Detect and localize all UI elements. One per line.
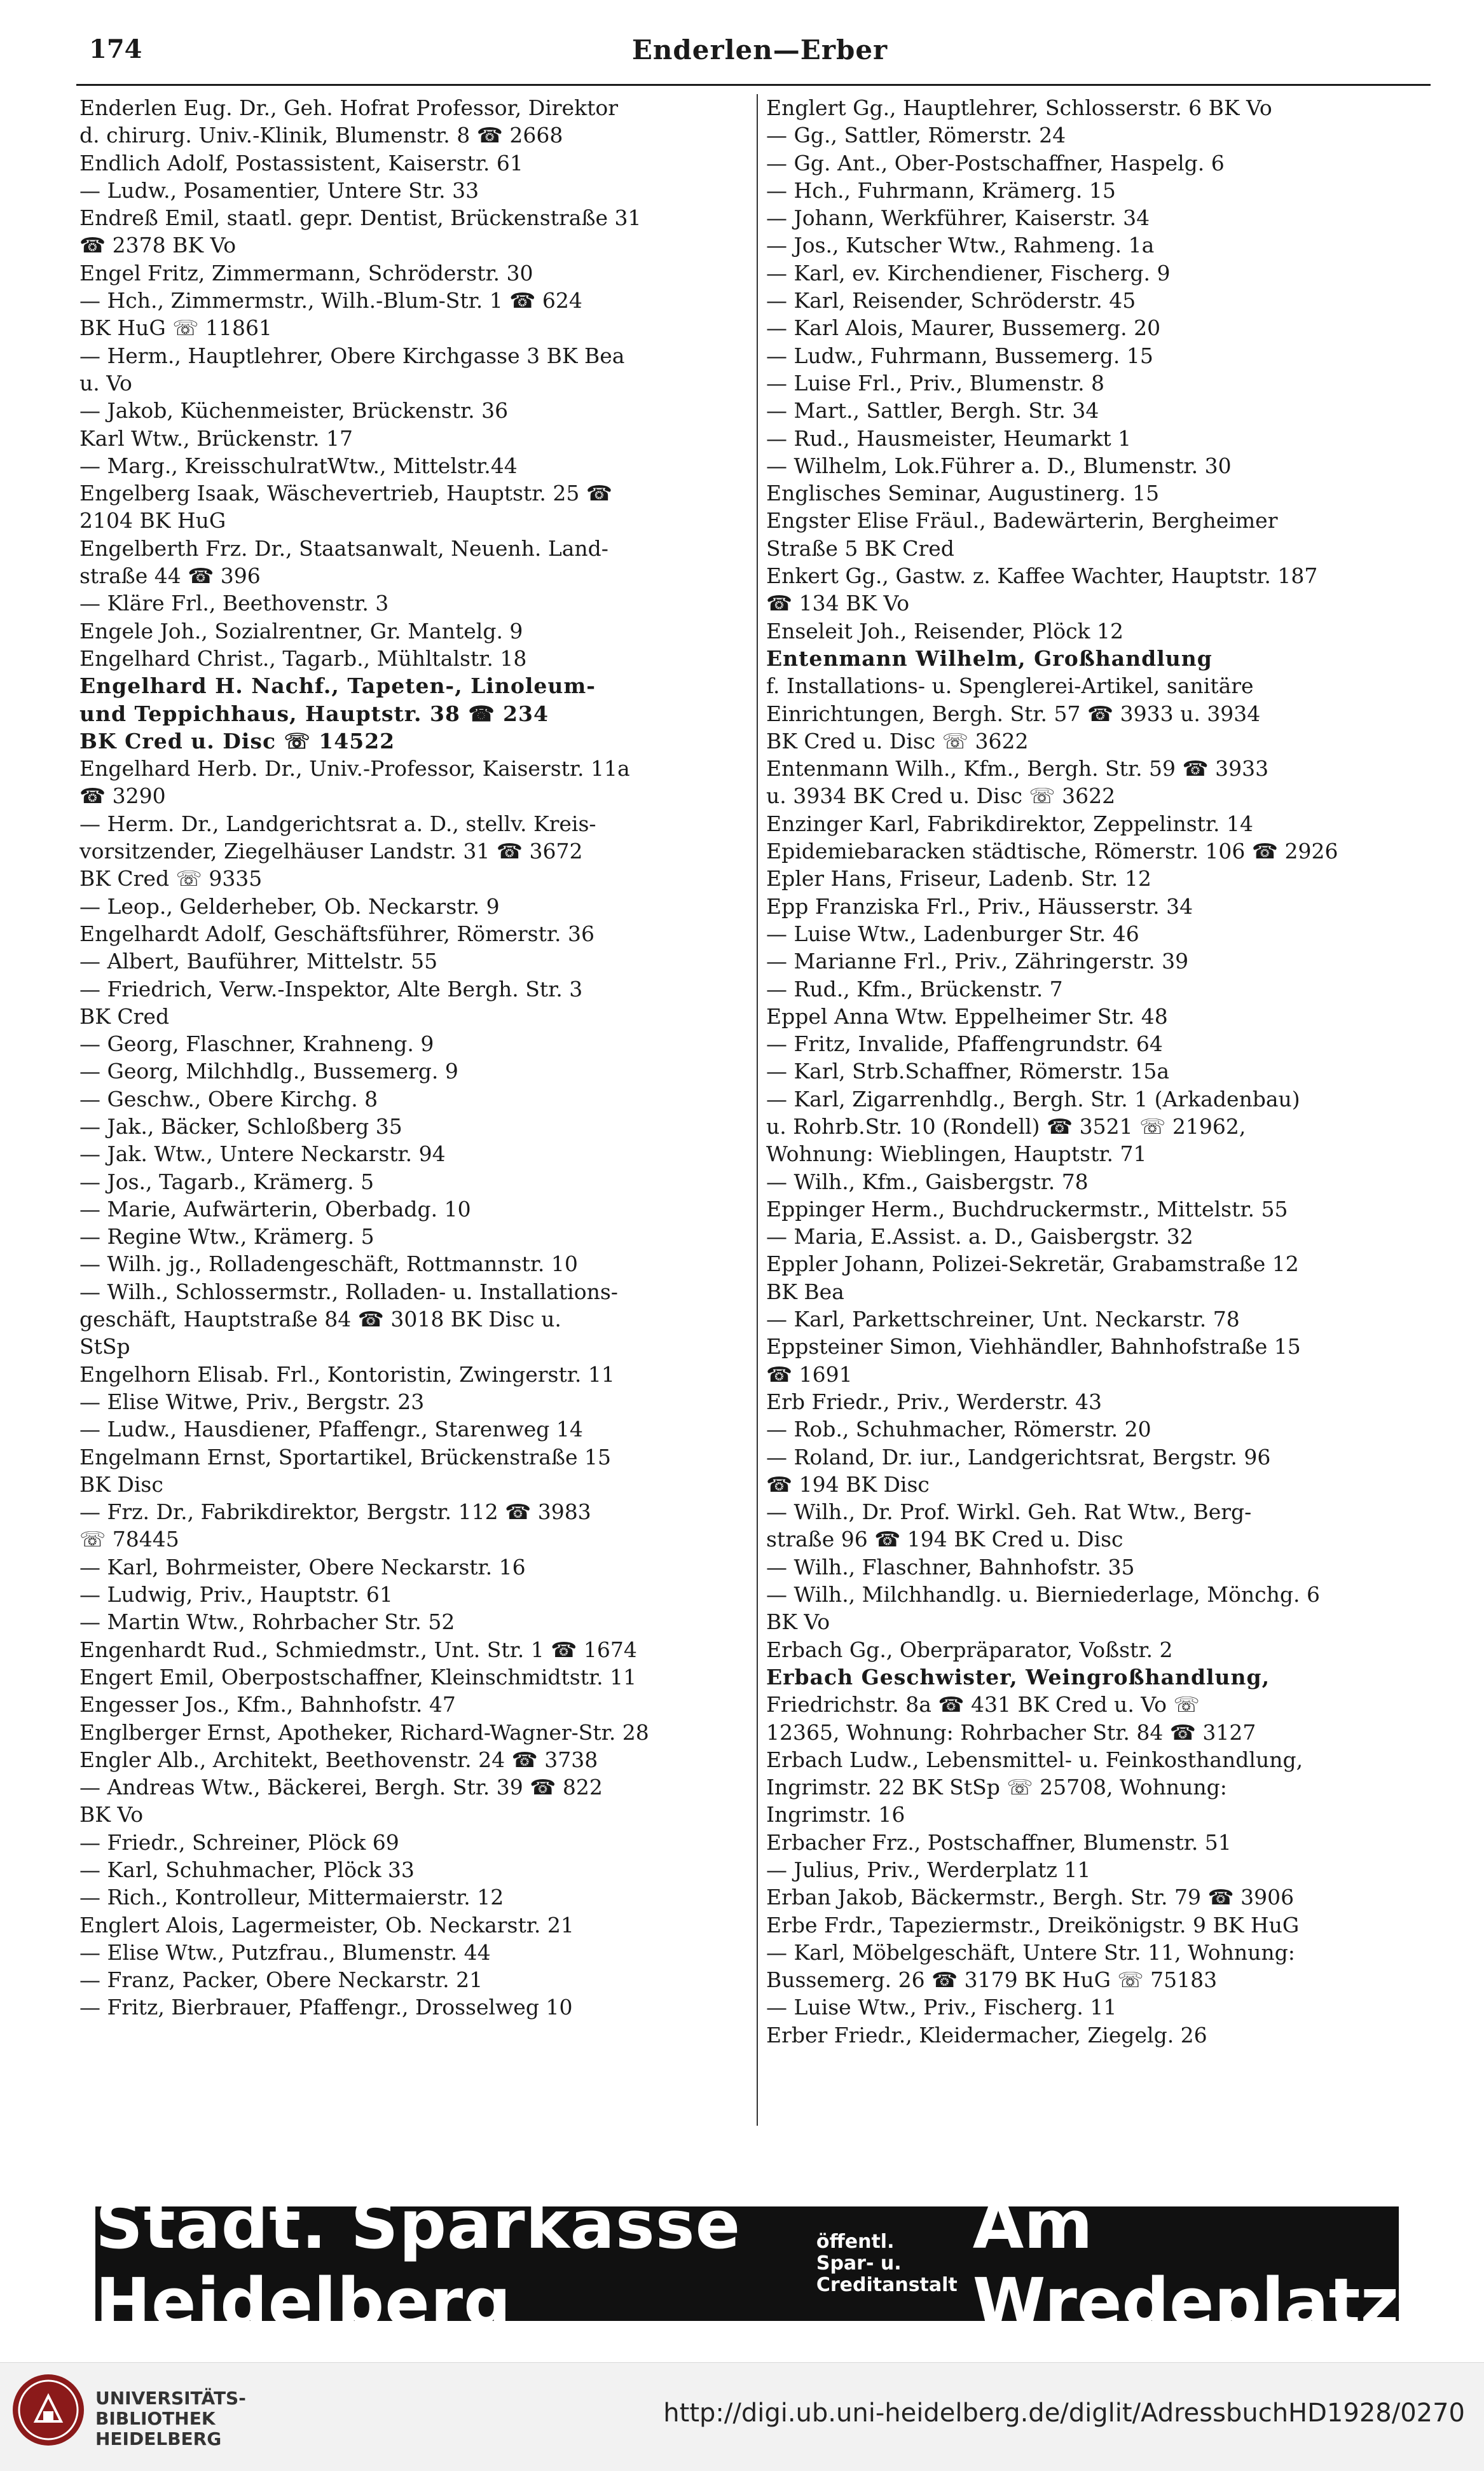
library-name-line2: BIBLIOTHEK bbox=[95, 2408, 216, 2429]
directory-entry: — Ludw., Hausdiener, Pfaffengr., Starenweg 14 bbox=[79, 1417, 583, 1442]
directory-entry: BK HuG ☏ 11861 bbox=[79, 315, 273, 341]
directory-entry: Eppler Johann, Polizei-Sekretär, Grabamstraße 12 bbox=[766, 1251, 1299, 1277]
directory-entry: Erbe Frdr., Tapeziermstr., Dreikönigstr. 9 BK HuG bbox=[766, 1912, 1300, 1938]
directory-entry: — Ludwig, Priv., Hauptstr. 61 bbox=[79, 1582, 393, 1607]
directory-entry: — Karl, Möbelgeschäft, Untere Str. 11, Wohnung: bbox=[766, 1939, 1295, 1965]
directory-entry: — Wilhelm, Lok.Führer a. D., Blumenstr. 30 bbox=[766, 453, 1232, 478]
directory-entry: Englisches Seminar, Augustinerg. 15 bbox=[766, 481, 1160, 506]
directory-entry: Eppel Anna Wtw. Eppelheimer Str. 48 bbox=[766, 1003, 1168, 1029]
banner-name: Städt. Sparkasse Heidelberg bbox=[95, 2186, 741, 2341]
directory-entry: Endlich Adolf, Postassistent, Kaiserstr. 61 bbox=[79, 150, 523, 176]
library-name-line1: UNIVERSITÄTS- bbox=[95, 2388, 246, 2409]
directory-entry: — Andreas Wtw., Bäckerei, Bergh. Str. 39 ☎ 822 bbox=[79, 1775, 603, 1800]
directory-entry: — Wilh. jg., Rolladengeschäft, Rottmannstr. 10 bbox=[79, 1251, 578, 1277]
directory-entry: Engelhardt Adolf, Geschäftsführer, Römerstr. 36 bbox=[79, 921, 594, 946]
directory-entry: — Geschw., Obere Kirchg. 8 bbox=[79, 1086, 378, 1112]
directory-entry: Erban Jakob, Bäckermstr., Bergh. Str. 79 ☎ 3906 bbox=[766, 1885, 1295, 1910]
directory-entry: — Mart., Sattler, Bergh. Str. 34 bbox=[766, 398, 1099, 423]
directory-entry: — Friedrich, Verw.-Inspektor, Alte Bergh. Str. 3 bbox=[79, 976, 583, 1001]
directory-entry: BK Cred u. Disc ☏ 14522 bbox=[79, 728, 395, 754]
directory-entry: BK Vo bbox=[766, 1609, 830, 1635]
banner-sub-line2: Creditanstalt bbox=[816, 2274, 958, 2296]
directory-entry: Enderlen Eug. Dr., Geh. Hofrat Professor, Direktor bbox=[79, 95, 618, 120]
directory-entry: Engelhorn Elisab. Frl., Kontoristin, Zwingerstr. 11 bbox=[79, 1361, 615, 1387]
directory-entry: — Wilh., Schlossermstr., Rolladen- u. Installations- bbox=[79, 1279, 618, 1304]
library-name bbox=[95, 2388, 246, 2449]
directory-entry: BK Bea bbox=[766, 1279, 844, 1304]
directory-entry: — Regine Wtw., Krämerg. 5 bbox=[79, 1224, 374, 1249]
directory-entry: Engler Alb., Architekt, Beethovenstr. 24 ☎ 3738 bbox=[79, 1747, 598, 1772]
header-rule bbox=[76, 84, 1431, 86]
directory-entry: straße 96 ☎ 194 BK Cred u. Disc bbox=[766, 1527, 1123, 1552]
directory-entry: Erbach Geschwister, Weingroßhandlung, bbox=[766, 1664, 1270, 1690]
directory-entry: Erber Friedr., Kleidermacher, Ziegelg. 26 bbox=[766, 2022, 1207, 2048]
directory-entry: 2104 BK HuG bbox=[79, 508, 226, 533]
directory-entry: Straße 5 BK Cred bbox=[766, 535, 954, 561]
footer-bar bbox=[0, 2362, 1484, 2471]
directory-entry: Erbach Gg., Oberpräparator, Voßstr. 2 bbox=[766, 1637, 1173, 1662]
directory-entry: Wohnung: Wieblingen, Hauptstr. 71 bbox=[766, 1141, 1147, 1167]
directory-entry: Engesser Jos., Kfm., Bahnhofstr. 47 bbox=[79, 1692, 456, 1717]
directory-entry: BK Disc bbox=[79, 1471, 163, 1497]
banner-address: Am Wredeplatz bbox=[972, 2186, 1399, 2341]
directory-entry: 12365, Wohnung: Rohrbacher Str. 84 ☎ 3127 bbox=[766, 1719, 1256, 1745]
directory-entry: — Ludw., Posamentier, Untere Str. 33 bbox=[79, 177, 479, 203]
directory-entry: Epidemiebaracken städtische, Römerstr. 106 ☎ 2926 bbox=[766, 839, 1338, 864]
directory-entry: vorsitzender, Ziegelhäuser Landstr. 31 ☎ 3672 bbox=[79, 839, 583, 864]
directory-entry: — Wilh., Kfm., Gaisbergstr. 78 bbox=[766, 1169, 1089, 1194]
directory-entry: — Hch., Fuhrmann, Krämerg. 15 bbox=[766, 177, 1116, 203]
directory-entry: — Marianne Frl., Priv., Zähringerstr. 39 bbox=[766, 949, 1189, 974]
directory-entry: Engenhardt Rud., Schmiedmstr., Unt. Str. 1 ☎ 1674 bbox=[79, 1637, 637, 1662]
directory-entry: BK Cred bbox=[79, 1003, 170, 1029]
directory-entry: — Albert, Bauführer, Mittelstr. 55 bbox=[79, 949, 438, 974]
directory-entry: — Jos., Kutscher Wtw., Rahmeng. 1a bbox=[766, 233, 1155, 258]
directory-entry: — Georg, Milchhdlg., Bussemerg. 9 bbox=[79, 1059, 458, 1084]
directory-entry: ☎ 194 BK Disc bbox=[766, 1471, 930, 1497]
sparkasse-advertisement bbox=[95, 2186, 1399, 2341]
directory-entry: ☏ 78445 bbox=[79, 1527, 179, 1552]
directory-entry: — Gg. Ant., Ober-Postschaffner, Haspelg. 6 bbox=[766, 150, 1225, 176]
directory-entry: Engelhard H. Nachf., Tapeten-, Linoleum- bbox=[79, 673, 596, 699]
directory-entry: u. Rohrb.Str. 10 (Rondell) ☎ 3521 ☏ 21962, bbox=[766, 1113, 1246, 1139]
directory-entry: — Elise Wtw., Putzfrau., Blumenstr. 44 bbox=[79, 1939, 491, 1965]
directory-entry: — Marg., KreisschulratWtw., Mittelstr.44 bbox=[79, 453, 518, 478]
directory-entry: Epp Franziska Frl., Priv., Häusserstr. 34 bbox=[766, 893, 1193, 919]
directory-entry: ☎ 134 BK Vo bbox=[766, 591, 910, 616]
directory-entry: Entenmann Wilhelm, Großhandlung bbox=[766, 645, 1213, 671]
directory-entry: — Rud., Kfm., Brückenstr. 7 bbox=[766, 976, 1063, 1001]
directory-entry: — Karl, Bohrmeister, Obere Neckarstr. 16 bbox=[79, 1554, 526, 1580]
directory-entry: — Wilh., Dr. Prof. Wirkl. Geh. Rat Wtw., Berg- bbox=[766, 1499, 1252, 1525]
directory-entry: Enkert Gg., Gastw. z. Kaffee Wachter, Hauptstr. 187 bbox=[766, 563, 1318, 589]
directory-entry: Bussemerg. 26 ☎ 3179 BK HuG ☏ 75183 bbox=[766, 1967, 1218, 1993]
directory-entry: — Fritz, Bierbrauer, Pfaffengr., Drosselweg 10 bbox=[79, 1995, 573, 2020]
directory-entry: Eppinger Herm., Buchdruckermstr., Mittelstr. 55 bbox=[766, 1196, 1288, 1222]
directory-entry: — Georg, Flaschner, Krahneng. 9 bbox=[79, 1031, 434, 1057]
directory-entry: — Fritz, Invalide, Pfaffengrundstr. 64 bbox=[766, 1031, 1163, 1057]
directory-entry: — Hch., Zimmermstr., Wilh.-Blum-Str. 1 ☎ 624 bbox=[79, 288, 582, 313]
page-number: 174 bbox=[89, 34, 142, 64]
directory-entry: f. Installations- u. Spenglerei-Artikel, sanitäre bbox=[766, 673, 1254, 699]
directory-entry: Engert Emil, Oberpostschaffner, Kleinschmidtstr. 11 bbox=[79, 1664, 637, 1690]
directory-entry: — Wilh., Milchhandlg. u. Bierniederlage, Mönchg. 6 bbox=[766, 1582, 1320, 1607]
directory-entry: Englberger Ernst, Apotheker, Richard-Wagner-Str. 28 bbox=[79, 1719, 649, 1745]
directory-entry: ☎ 3290 bbox=[79, 783, 166, 809]
directory-entry: u. Vo bbox=[79, 370, 132, 396]
directory-entry: — Friedr., Schreiner, Plöck 69 bbox=[79, 1829, 399, 1855]
directory-entry: — Roland, Dr. iur., Landgerichtsrat, Bergstr. 96 bbox=[766, 1444, 1271, 1470]
directory-entry: — Jos., Tagarb., Krämerg. 5 bbox=[79, 1169, 374, 1194]
directory-entry: und Teppichhaus, Hauptstr. 38 ☎ 234 bbox=[79, 701, 549, 726]
directory-entry: Ingrimstr. 16 bbox=[766, 1802, 905, 1827]
directory-entry: Erbach Ludw., Lebensmittel- u. Feinkosthandlung, bbox=[766, 1747, 1303, 1772]
directory-entry: — Karl, Zigarrenhdlg., Bergh. Str. 1 (Arkadenbau) bbox=[766, 1086, 1300, 1112]
directory-entry: StSp bbox=[79, 1334, 130, 1359]
directory-entry: Engelmann Ernst, Sportartikel, Brückenstraße 15 bbox=[79, 1444, 612, 1470]
source-url[interactable]: http://digi.ub.uni-heidelberg.de/diglit/AdressbuchHD1928/0270 bbox=[663, 2399, 1465, 2428]
directory-entry: Karl Wtw., Brückenstr. 17 bbox=[79, 425, 353, 451]
directory-entry: Endreß Emil, staatl. gepr. Dentist, Brückenstraße 31 bbox=[79, 205, 642, 231]
running-head: Enderlen—Erber bbox=[631, 34, 888, 65]
directory-entry: Englert Gg., Hauptlehrer, Schlosserstr. 6 BK Vo bbox=[766, 95, 1272, 120]
directory-entry: Entenmann Wilh., Kfm., Bergh. Str. 59 ☎ 3933 bbox=[766, 756, 1269, 781]
directory-entry: — Johann, Werkführer, Kaiserstr. 34 bbox=[766, 205, 1150, 231]
directory-entry: — Martin Wtw., Rohrbacher Str. 52 bbox=[79, 1609, 455, 1635]
directory-entry: — Julius, Priv., Werderplatz 11 bbox=[766, 1857, 1091, 1882]
directory-entry: ☎ 1691 bbox=[766, 1361, 853, 1387]
directory-entry: Engel Fritz, Zimmermann, Schröderstr. 30 bbox=[79, 260, 533, 286]
directory-entry: straße 44 ☎ 396 bbox=[79, 563, 261, 589]
directory-entry: — Karl, Parkettschreiner, Unt. Neckarstr. 78 bbox=[766, 1307, 1240, 1332]
directory-entry: Enzinger Karl, Fabrikdirektor, Zeppelinstr. 14 bbox=[766, 811, 1254, 836]
directory-entry: — Ludw., Fuhrmann, Bussemerg. 15 bbox=[766, 343, 1153, 368]
directory-entry: — Luise Wtw., Priv., Fischerg. 11 bbox=[766, 1995, 1117, 2020]
banner-sub-line1: öffentl. Spar- u. bbox=[816, 2231, 902, 2275]
directory-entry: Ingrimstr. 22 BK StSp ☏ 25708, Wohnung: bbox=[766, 1775, 1227, 1800]
directory-entry: BK Cred u. Disc ☏ 3622 bbox=[766, 728, 1029, 754]
directory-entry: — Jakob, Küchenmeister, Brückenstr. 36 bbox=[79, 398, 509, 423]
directory-entry: — Leop., Gelderheber, Ob. Neckarstr. 9 bbox=[79, 893, 500, 919]
directory-entry: Engelberth Frz. Dr., Staatsanwalt, Neuenh. Land- bbox=[79, 535, 608, 561]
directory-entry: — Luise Frl., Priv., Blumenstr. 8 bbox=[766, 370, 1105, 396]
directory-entry: — Rich., Kontrolleur, Mittermaierstr. 12 bbox=[79, 1885, 504, 1910]
left-column bbox=[79, 94, 763, 2129]
directory-entry: — Karl, Reisender, Schröderstr. 45 bbox=[766, 288, 1136, 313]
banner-subtitle bbox=[816, 2231, 958, 2296]
directory-entry: geschäft, Hauptstraße 84 ☎ 3018 BK Disc u. bbox=[79, 1307, 561, 1332]
directory-entry: Enseleit Joh., Reisender, Plöck 12 bbox=[766, 618, 1124, 644]
directory-entry: Engster Elise Fräul., Badewärterin, Bergheimer bbox=[766, 508, 1278, 533]
directory-entry: — Wilh., Flaschner, Bahnhofstr. 35 bbox=[766, 1554, 1135, 1580]
page-header bbox=[76, 25, 1443, 83]
directory-entry: — Karl, ev. Kirchendiener, Fischerg. 9 bbox=[766, 260, 1171, 286]
directory-entry: — Kläre Frl., Beethovenstr. 3 bbox=[79, 591, 389, 616]
directory-entry: — Luise Wtw., Ladenburger Str. 46 bbox=[766, 921, 1139, 946]
directory-entry: — Karl Alois, Maurer, Bussemerg. 20 bbox=[766, 315, 1161, 341]
directory-entry: BK Cred ☏ 9335 bbox=[79, 866, 263, 891]
directory-entry: — Herm., Hauptlehrer, Obere Kirchgasse 3 BK Bea bbox=[79, 343, 625, 368]
directory-entry: — Maria, E.Assist. a. D., Gaisbergstr. 32 bbox=[766, 1224, 1193, 1249]
directory-entry: — Frz. Dr., Fabrikdirektor, Bergstr. 112 ☎ 3983 bbox=[79, 1499, 591, 1525]
directory-entry: — Rud., Hausmeister, Heumarkt 1 bbox=[766, 425, 1132, 451]
directory-entry: — Elise Witwe, Priv., Bergstr. 23 bbox=[79, 1389, 425, 1414]
directory-entry: Epler Hans, Friseur, Ladenb. Str. 12 bbox=[766, 866, 1151, 891]
directory-entry: — Karl, Strb.Schaffner, Römerstr. 15a bbox=[766, 1059, 1170, 1084]
directory-entry: — Karl, Schuhmacher, Plöck 33 bbox=[79, 1857, 415, 1882]
directory-entry: Eppsteiner Simon, Viehhändler, Bahnhofstraße 15 bbox=[766, 1334, 1301, 1359]
directory-entry: Englert Alois, Lagermeister, Ob. Neckarstr. 21 bbox=[79, 1912, 574, 1938]
directory-entry: Einrichtungen, Bergh. Str. 57 ☎ 3933 u. 3934 bbox=[766, 701, 1261, 726]
directory-entry: — Jak. Wtw., Untere Neckarstr. 94 bbox=[79, 1141, 446, 1167]
directory-entry: d. chirurg. Univ.-Klinik, Blumenstr. 8 ☎ 2668 bbox=[79, 123, 563, 148]
directory-entry: u. 3934 BK Cred u. Disc ☏ 3622 bbox=[766, 783, 1116, 809]
directory-entry: — Herm. Dr., Landgerichtsrat a. D., stellv. Kreis- bbox=[79, 811, 596, 836]
library-name-line3: HEIDELBERG bbox=[95, 2428, 222, 2449]
directory-entry: Friedrichstr. 8a ☎ 431 BK Cred u. Vo ☏ bbox=[766, 1692, 1200, 1717]
directory-entry: Engelberg Isaak, Wäschevertrieb, Hauptstr. 25 ☎ bbox=[79, 481, 612, 506]
directory-entry: BK Vo bbox=[79, 1802, 144, 1827]
column-divider bbox=[757, 94, 758, 2126]
university-library-logo-icon bbox=[10, 2372, 86, 2448]
directory-entry: — Rob., Schuhmacher, Römerstr. 20 bbox=[766, 1417, 1151, 1442]
directory-entry: Erbacher Frz., Postschaffner, Blumenstr. 51 bbox=[766, 1829, 1232, 1855]
directory-entry: ☎ 2378 BK Vo bbox=[79, 233, 237, 258]
right-column bbox=[766, 94, 1440, 2129]
directory-entry: Erb Friedr., Priv., Werderstr. 43 bbox=[766, 1389, 1102, 1414]
directory-entry: Engelhard Herb. Dr., Univ.-Professor, Kaiserstr. 11a bbox=[79, 756, 630, 781]
directory-entry: — Marie, Aufwärterin, Oberbadg. 10 bbox=[79, 1196, 471, 1222]
directory-entry: — Gg., Sattler, Römerstr. 24 bbox=[766, 123, 1066, 148]
directory-entry: Engelhard Christ., Tagarb., Mühltalstr. 18 bbox=[79, 645, 527, 671]
directory-entry: — Franz, Packer, Obere Neckarstr. 21 bbox=[79, 1967, 483, 1993]
directory-entry: Engele Joh., Sozialrentner, Gr. Mantelg. 9 bbox=[79, 618, 523, 644]
directory-entry: — Jak., Bäcker, Schloßberg 35 bbox=[79, 1113, 402, 1139]
